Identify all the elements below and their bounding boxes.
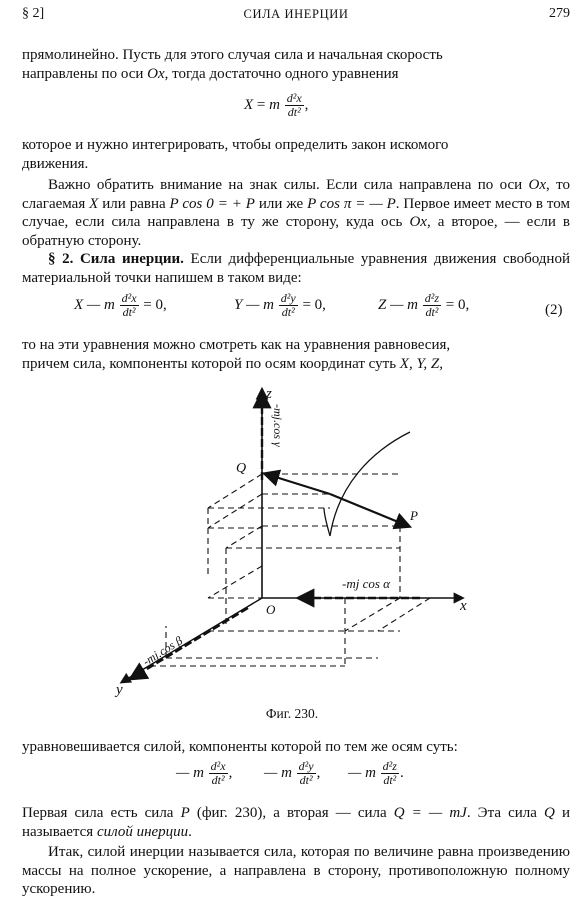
- section-heading: § 2. Сила инерции.: [48, 251, 184, 267]
- paragraph-7: Первая сила есть сила P (фиг. 230), а вторая — сила Q = — mJ. Эта сила Q и называется силой инерции.: [22, 805, 570, 840]
- component-beta: [132, 608, 248, 678]
- label-o: O: [266, 602, 276, 617]
- label-mj-cos-beta: -mj.cos β: [140, 633, 185, 669]
- paragraph-3: Важно обратить внимание на знак силы. Если сила направлена по оси Ox, то слагаемая X или равна P cos 0 = + P или же P cos π = — P. Первое имеет место в том случае, если сила направлена в ту же сторону, куда ось Ox, а второе, — если в обратную сторону.: [22, 177, 571, 249]
- inertia-term: силой инерции: [96, 823, 189, 840]
- figure-230: [0, 376, 584, 706]
- label-q: Q: [236, 461, 247, 476]
- force-p-vector: [330, 494, 408, 526]
- label-y: y: [116, 682, 123, 698]
- page-number: 279: [549, 6, 570, 21]
- force-q-vector: [266, 474, 330, 494]
- paragraph-8: Итак, силой инерции называется сила, которая по величине равна произведению массы на полное ускорение, а направлена в сторону, противоположную полному ускорению.: [22, 844, 570, 897]
- figure-caption: Фиг. 230.: [265, 706, 319, 721]
- label-x: x: [460, 598, 467, 614]
- running-header: [22, 6, 570, 28]
- paragraph-5: то на эти уравнения можно смотреть как на уравнения равновесия, причем сила, компоненты которой по осям координат суть X, Y, Z,: [22, 337, 451, 372]
- paragraph-1: прямолинейно. Пусть для этого случая сила и начальная скорость направлены по оси Ox, тогда достаточно одного уравнения: [22, 47, 443, 82]
- equation-number: (2): [545, 302, 563, 318]
- label-z: z: [266, 386, 272, 402]
- label-mj-cos-alpha: -mj cos α: [342, 576, 390, 591]
- label-mj-cos-gamma: -mj.cos γ: [271, 404, 285, 447]
- header-section: § 2]: [22, 6, 45, 21]
- equation-3: — m $\frac{\text{d²x}}{\text{dt²}}$ , — m $\frac{\text{d²y}}{\text{dt²}}$ , — m $\frac{\text{d²z}}{\text{dt²}}$ .: [176, 759, 404, 787]
- paragraph-6: уравновешивается силой, компоненты которой по тем же осям суть:: [22, 739, 458, 755]
- label-p: P: [410, 508, 418, 523]
- equation-2: X — m $\frac{\text{d²x}}{\text{dt²}}$ = 0, Y — m $\frac{\text{d²y}}{\text{dt²}}$ = 0, Z — m $\frac{\text{d²z}}{\text{dt²}}$ = 0, (2): [74, 291, 563, 319]
- equation-1: X = m $\frac{\text{d²x}}{\text{dt²}}$ ,: [244, 91, 309, 119]
- trajectory-curve: [330, 432, 410, 536]
- header-title: СИЛА ИНЕРЦИИ: [243, 7, 349, 21]
- fraction: $\frac{\text{d²x}}{\text{dt²}}$: [286, 91, 302, 119]
- paragraph-4: § 2. Сила инерции. Если дифференциальные уравнения движения свободной материальной точки напишем в таком виде:: [22, 251, 570, 286]
- paragraph-2: которое и нужно интегрировать, чтобы определить закон искомого движения.: [22, 137, 449, 172]
